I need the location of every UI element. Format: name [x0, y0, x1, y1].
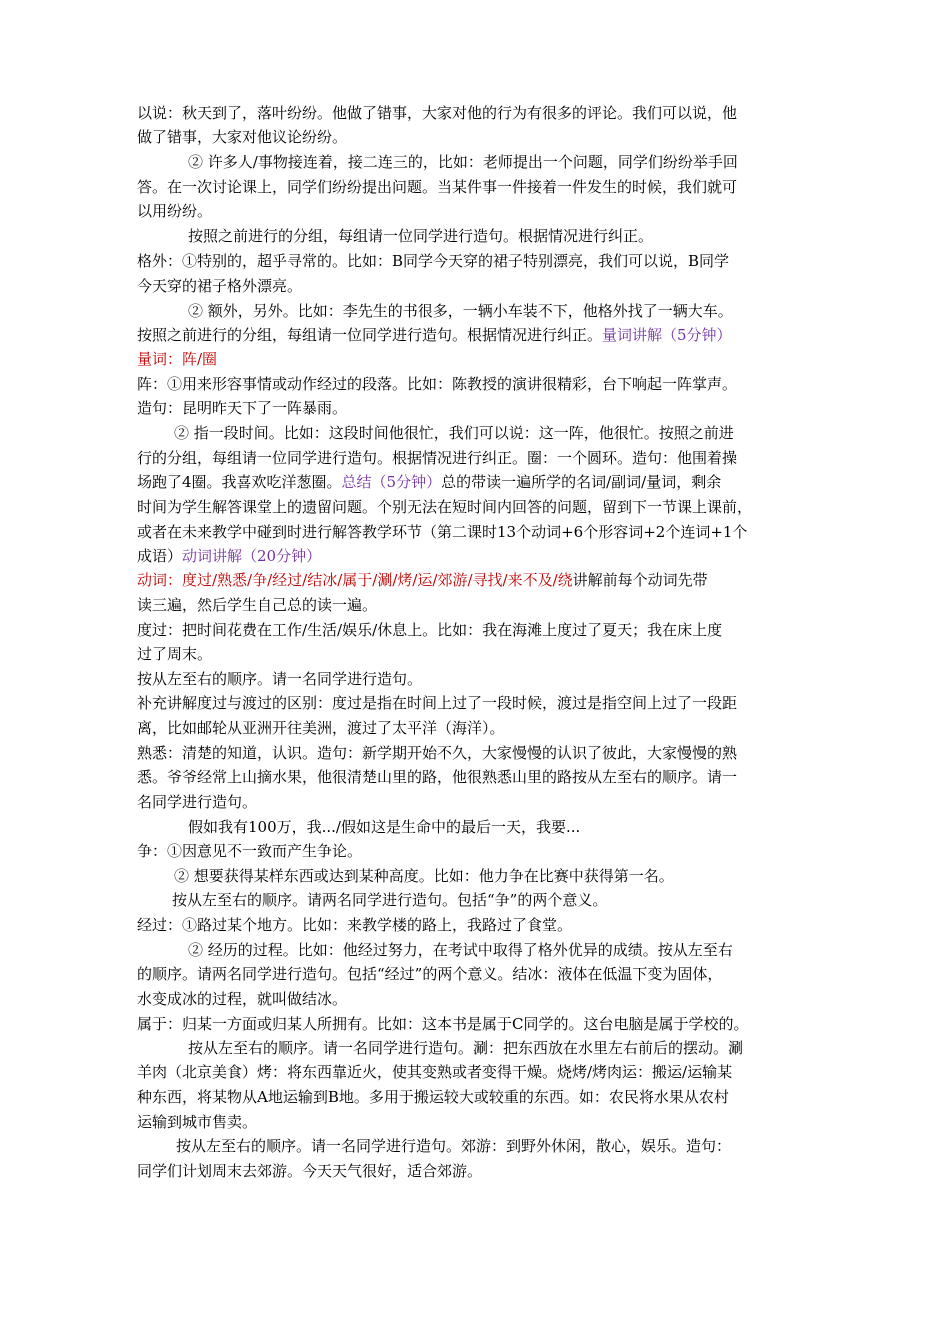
text-run: 讲解前每个动词先带 [572, 571, 708, 589]
text-line [137, 522, 747, 542]
text-run: 补充讲解度过与渡过的区别：度过是指在时间上过了一段时候，渡过是指空间上过了一段距 [137, 694, 738, 712]
text-line [137, 325, 732, 345]
text-run: 属于：归某一方面或归某人所拥有。比如：这本书是属于C同学的。这台电脑是属于学校的。 [137, 1015, 749, 1033]
text-run: 羊肉（北京美食）烤：将东西靠近火，使其变熟或者变得干燥。烧烤/烤肉运：搬运/运输某 [137, 1063, 733, 1081]
text-run: 成语） [137, 547, 183, 565]
text-run: 格外：①特别的，超乎寻常的。比如：B同学今天穿的裙子特别漂亮，我们可以说，B同学 [137, 252, 730, 270]
text-line [137, 1014, 748, 1034]
text-line [137, 669, 422, 689]
text-run: 按从左至右的顺序。请一名同学进行造句。 [137, 670, 423, 688]
text-line [172, 890, 607, 910]
text-line [137, 693, 737, 713]
text-run: 做了错事，大家对他议论纷纷。 [137, 128, 348, 146]
text-run: 按从左至右的顺序。请一名同学进行造句。涮：把东西放在水里左右前后的摆动。涮 [188, 1039, 744, 1057]
text-line [137, 1161, 482, 1181]
text-run: 按照之前进行的分组，每组请一位同学进行造句。根据情况进行纠正。 [188, 227, 654, 245]
text-line [188, 226, 653, 246]
vocab-list: 量词：阵/圈 [137, 350, 218, 368]
text-line [137, 620, 722, 640]
text-line [137, 276, 302, 296]
text-line [137, 718, 505, 738]
text-run: 种东西，将某物从A地运输到B地。多用于搬运较大或较重的东西。如：农民将水果从农村 [137, 1088, 729, 1106]
text-line [137, 1112, 257, 1132]
text-run: 总的带读一遍所学的名词/副词/量词，剩余 [441, 473, 722, 491]
text-line [137, 374, 737, 394]
text-run: 同学们计划周末去郊游。今天天气很好，适合郊游。 [137, 1162, 483, 1180]
text-run: 经过：①路过某个地方。比如：来教学楼的路上，我路过了食堂。 [137, 916, 573, 934]
text-run: 造句：昆明昨天下了一阵暴雨。 [137, 399, 348, 417]
text-run: 假如我有100万，我.../假如这是生命中的最后一天，我要... [188, 818, 581, 836]
text-line [137, 1062, 732, 1082]
text-run: ② 额外，另外。比如：李先生的书很多，一辆小车装不下，他格外找了一辆大车。 [188, 302, 733, 320]
text-line [174, 866, 674, 886]
text-line [137, 989, 347, 1009]
text-line [188, 940, 733, 960]
text-run: 离，比如邮轮从亚洲开往美洲，渡过了太平洋（海洋）。 [137, 719, 505, 737]
text-line [137, 177, 737, 197]
text-run: 名同学进行造句。 [137, 793, 258, 811]
text-run: 今天穿的裙子格外漂亮。 [137, 277, 303, 295]
text-run: 水变成冰的过程，就叫做结冰。 [137, 990, 348, 1008]
text-run: 以说：秋天到了，落叶纷纷。他做了错事，大家对他的行为有很多的评论。我们可以说，他 [137, 104, 738, 122]
text-run: 阵：①用来形容事情或动作经过的段落。比如：陈教授的演讲很精彩，台下响起一阵掌声。 [137, 375, 738, 393]
text-line [137, 964, 722, 984]
text-run: 时间为学生解答课堂上的遗留问题。个别无法在短时间内回答的问题，留到下一节课上课前， [137, 498, 753, 516]
vocab-list: 动词：度过/熟悉/争/经过/结冰/属于/涮/烤/运/郊游/寻找/来不及/绕 [137, 571, 573, 589]
text-line [137, 497, 752, 517]
section-heading: 量词讲解（5分钟） [602, 326, 732, 344]
text-line [137, 349, 217, 369]
text-run: 悉。爷爷经常上山摘水果，他很清楚山里的路，他很熟悉山里的路按从左至右的顺序。请一 [137, 768, 738, 786]
text-run: 以用纷纷。 [137, 202, 213, 220]
section-heading: 总结（5分钟） [341, 473, 442, 491]
text-run: 或者在未来教学中碰到时进行解答教学环节（第二课时13个动词+6个形容词+2个连词+1个 [137, 523, 748, 541]
text-run: 行的分组，每组请一位同学进行造句。根据情况进行纠正。圈：一个圆环。造句：他围着操 [137, 449, 738, 467]
text-run: 读三遍，然后学生自己总的读一遍。 [137, 596, 378, 614]
text-line [137, 570, 708, 590]
text-line [188, 301, 733, 321]
text-run: 熟悉：清楚的知道，认识。造句：新学期开始不久，大家慢慢的认识了彼此，大家慢慢的熟 [137, 744, 738, 762]
text-run: ② 许多人/事物接连着，接二连三的，比如：老师提出一个问题，同学们纷纷举手回 [188, 153, 738, 171]
text-line [174, 423, 734, 443]
text-run: 按照之前进行的分组，每组请一位同学进行造句。根据情况进行纠正。 [137, 326, 603, 344]
text-line [188, 817, 580, 837]
text-line [137, 398, 347, 418]
text-line [137, 201, 212, 221]
text-line [137, 841, 362, 861]
text-line [137, 448, 737, 468]
text-line [137, 767, 737, 787]
text-line [137, 792, 257, 812]
text-run: 争：①因意见不一致而产生争论。 [137, 842, 363, 860]
text-run: 场跑了4圈。我喜欢吃洋葱圈。 [137, 473, 342, 491]
text-line [137, 472, 721, 492]
text-line [137, 595, 377, 615]
text-run: 按从左至右的顺序。请两名同学进行造句。包括“争”的两个意义。 [172, 891, 608, 909]
text-line [137, 127, 347, 147]
text-line [188, 152, 738, 172]
text-run: 度过：把时间花费在工作/生活/娱乐/休息上。比如：我在海滩上度过了夏天；我在床上度 [137, 621, 723, 639]
text-run: ② 想要获得某样东西或达到某种高度。比如：他力争在比赛中获得第一名。 [174, 867, 674, 885]
text-line [137, 743, 737, 763]
section-heading: 动词讲解（20分钟） [182, 547, 322, 565]
text-run: 运输到城市售卖。 [137, 1113, 258, 1131]
text-run: 答。在一次讨论课上，同学们纷纷提出问题。当某件事一件接着一件发生的时候，我们就可 [137, 178, 738, 196]
text-line [188, 1038, 743, 1058]
text-run: 过了周末。 [137, 645, 213, 663]
text-line [137, 644, 212, 664]
text-line [137, 251, 729, 271]
text-line [176, 1136, 731, 1156]
text-run: 的顺序。请两名同学进行造句。包括“经过”的两个意义。结冰：液体在低温下变为固体， [137, 965, 723, 983]
text-line [137, 915, 572, 935]
text-line [137, 1087, 729, 1107]
text-run: ② 经历的过程。比如：他经过努力，在考试中取得了格外优异的成绩。按从左至右 [188, 941, 733, 959]
text-run: 按从左至右的顺序。请一名同学进行造句。郊游：到野外休闲，散心，娱乐。造句： [176, 1137, 732, 1155]
text-line [137, 103, 737, 123]
text-line [137, 546, 321, 566]
text-run: ② 指一段时间。比如：这段时间他很忙，我们可以说：这一阵，他很忙。按照之前进 [174, 424, 734, 442]
